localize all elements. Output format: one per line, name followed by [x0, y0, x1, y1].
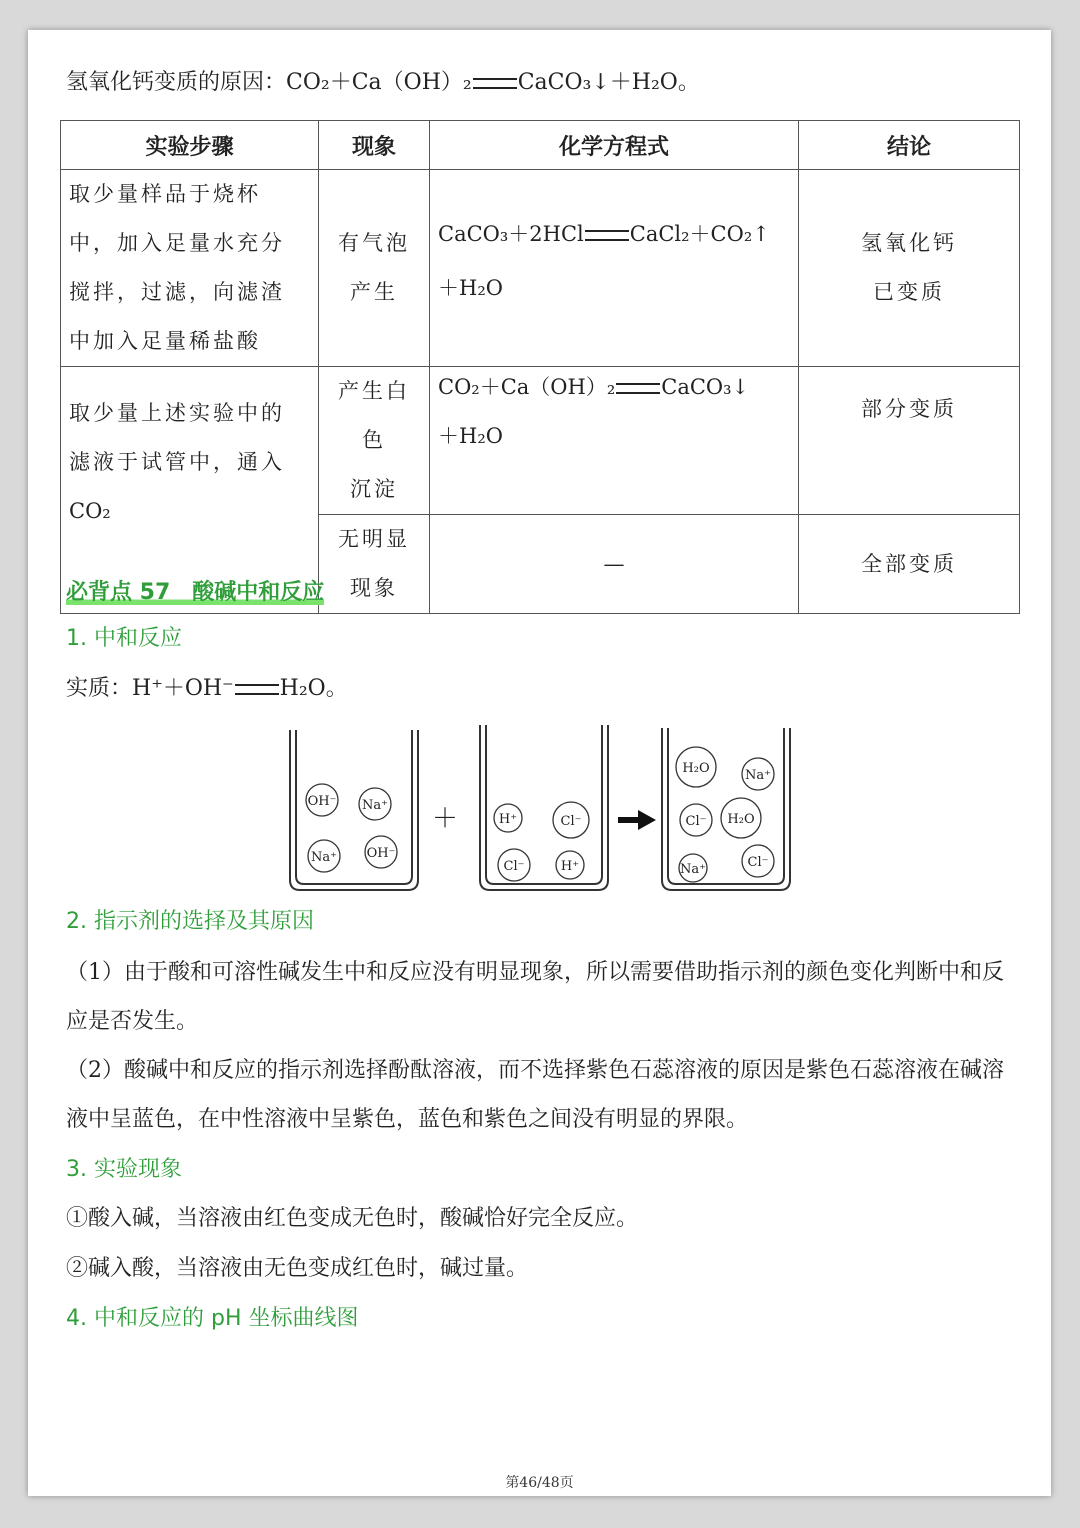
row2-eq-line1 — [430, 367, 798, 405]
row2-phenomenon — [319, 367, 430, 515]
essence-eq-right: H₂O。 — [279, 676, 348, 701]
header-equation: 化学方程式 — [430, 121, 799, 170]
eq-part: CaCO₃↓ — [661, 375, 750, 399]
ion-label: Cl⁻ — [560, 814, 582, 829]
reason-label: 氢氧化钙变质的原因： — [66, 70, 287, 95]
header-phenomenon: 现象 — [319, 121, 430, 170]
step-line: 滤液于试管中，通入 — [69, 450, 285, 474]
neutralization-beaker-diagram — [278, 720, 798, 898]
ion-label: Na⁺ — [311, 850, 337, 865]
subheading-4: 4. 中和反应的 pH 坐标曲线图 — [66, 1306, 359, 1331]
ion-label: OH⁻ — [366, 846, 396, 861]
equals-sign — [616, 383, 660, 394]
plus-sign: ＋ — [431, 804, 459, 834]
conclusion-text: 部分变质 — [861, 397, 957, 421]
paragraph-2: （2）酸碱中和反应的指示剂选择酚酞溶液，而不选择紫色石蕊溶液的原因是紫色石蕊溶液在碱溶液中呈蓝色，在中性溶液中呈紫色，蓝色和紫色之间没有明显的界限。 — [66, 1058, 1005, 1132]
ion-label: Cl⁻ — [747, 855, 769, 870]
subheading-3: 3. 实验现象 — [66, 1157, 182, 1182]
row2-conclusion — [799, 367, 1020, 515]
row3-conclusion — [799, 515, 1020, 614]
eq-part: CaCl₂＋CO₂↑ — [629, 222, 770, 246]
header-conclusion: 结论 — [799, 121, 1020, 170]
paragraph-3: ①酸入碱，当溶液由红色变成无色时，酸碱恰好完全反应。 — [66, 1206, 639, 1231]
equals-sign — [585, 230, 629, 241]
phenomenon-line: 产生 — [350, 280, 398, 304]
step-line: 取少量上述实验中的 — [69, 401, 285, 425]
section-57-title — [66, 575, 324, 606]
row1-equation — [430, 170, 799, 367]
ion-label: H⁺ — [560, 859, 580, 874]
eq-part: CaCO₃＋2HCl — [438, 222, 584, 246]
step-line: CO₂ — [69, 499, 111, 523]
equals-sign — [235, 684, 279, 695]
eq-part: CO₂＋Ca（OH）₂ — [438, 375, 616, 399]
row1-conclusion — [799, 170, 1020, 367]
paragraph-4: ②碱入酸，当溶液由无色变成红色时，碱过量。 — [66, 1256, 529, 1281]
phenomenon-line: 产生白色 — [338, 379, 410, 452]
row1-eq-line2: ＋H₂O — [438, 276, 503, 300]
section-57-text: 必背点 57 酸碱中和反应 — [66, 580, 325, 605]
ion-label: H₂O — [682, 761, 710, 776]
essence-line — [66, 674, 348, 704]
header-step: 实验步骤 — [61, 121, 319, 170]
essence-eq-left: H⁺＋OH⁻ — [132, 676, 234, 701]
row2-eq-line2: ＋H₂O — [438, 424, 503, 448]
experiment-table — [60, 120, 1020, 614]
table-row — [61, 367, 1020, 515]
row3-phenomenon — [319, 515, 430, 614]
step-line: 中加入足量稀盐酸 — [69, 329, 261, 353]
phenomenon-line: 有气泡 — [338, 231, 410, 255]
ion-label: H⁺ — [498, 812, 518, 827]
conclusion-line: 已变质 — [873, 280, 945, 304]
row1-eq-line1 — [430, 210, 798, 258]
paragraph-1: （1）由于酸和可溶性碱发生中和反应没有明显现象，所以需要借助指示剂的颜色变化判断中和反应是否发生。 — [66, 960, 1005, 1034]
page-number: 第46/48页 — [505, 1475, 574, 1491]
essence-label: 实质： — [66, 676, 133, 701]
ion-label: Na⁺ — [680, 862, 706, 877]
reason-eq-left: CO₂＋Ca（OH）₂ — [286, 70, 472, 95]
table-header-row — [61, 121, 1020, 170]
conclusion-text: 全部变质 — [861, 551, 957, 576]
phenomenon-line: 无明显 — [338, 527, 410, 551]
row2-equation — [430, 367, 799, 515]
conclusion-line: 氢氧化钙 — [861, 231, 957, 255]
phenomenon-line: 现象 — [350, 576, 398, 600]
dash-text: — — [603, 552, 625, 576]
hydroxide-reason-line — [66, 68, 700, 98]
subheading-2: 2. 指示剂的选择及其原因 — [66, 909, 314, 934]
equals-sign — [473, 78, 517, 89]
table-row — [61, 170, 1020, 367]
ion-label: OH⁻ — [307, 794, 337, 809]
row1-step — [61, 170, 319, 367]
step-line: 取少量样品于烧杯 — [69, 182, 261, 206]
document-page — [28, 30, 1051, 1496]
row1-phenomenon — [319, 170, 430, 367]
reason-eq-right: CaCO₃↓＋H₂O。 — [517, 70, 700, 95]
step-line: 搅拌，过滤，向滤渣 — [69, 280, 285, 304]
ion-label: Cl⁻ — [685, 814, 707, 829]
row3-equation — [430, 515, 799, 614]
subheading-1: 1. 中和反应 — [66, 626, 182, 651]
ion-label: Na⁺ — [745, 768, 771, 783]
reaction-arrow — [618, 810, 656, 830]
ion-label: Na⁺ — [362, 798, 388, 813]
step-line: 中，加入足量水充分 — [69, 231, 285, 255]
phenomenon-line: 沉淀 — [350, 477, 398, 501]
ion-label: Cl⁻ — [503, 859, 525, 874]
ion-label: H₂O — [727, 812, 755, 827]
